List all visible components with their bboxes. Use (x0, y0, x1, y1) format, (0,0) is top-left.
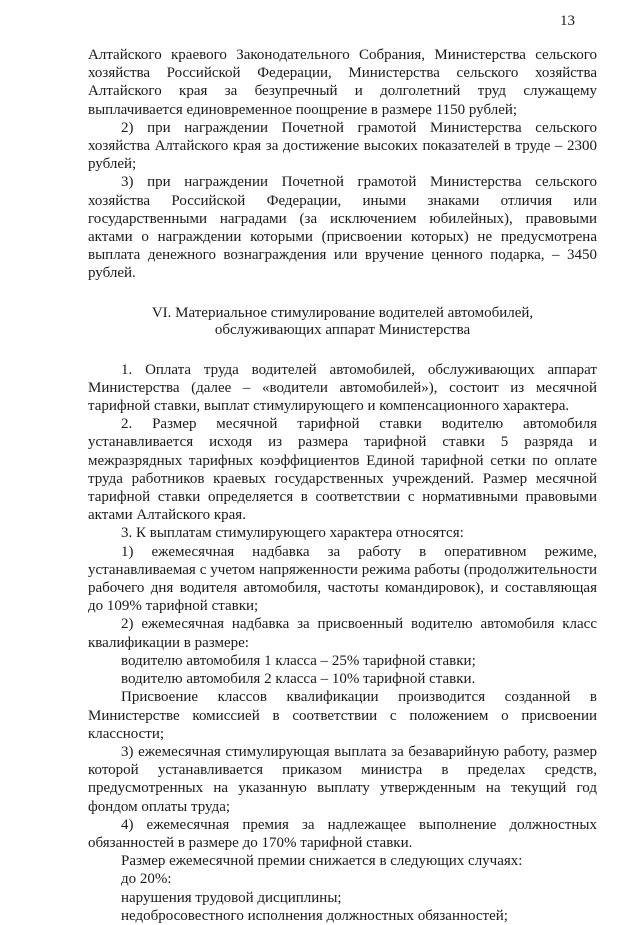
paragraph: водителю автомобиля 2 класса – 10% тарифной ставки. (121, 671, 476, 688)
paragraph: 3. К выплатам стимулирующего характера относятся: (121, 525, 464, 542)
paragraph: 1. Оплата труда водителей автомобилей, обслуживающих аппарат Министерства (далее – «водители автомобилей»), состоит из месячной тарифной ставки, выплат стимулирующего и компенсационного характера. (88, 361, 597, 415)
paragraph: нарушения трудовой дисциплины; (121, 889, 342, 906)
paragraph: 2) при награждении Почетной грамотой Министерства сельского хозяйства Алтайского края за достижение высоких показателей в труде – 2300 рублей; (88, 119, 597, 173)
paragraph: 3) при награждении Почетной грамотой Министерства сельского хозяйства Российской Федерации, иными знаками отличия или государственными наградами (за исключением юбилейных), правовыми актами о награждении которыми (присвоении которых) не предусмотрена выплата денежного вознаграждения или вручение ценного подарка, – 3450 рублей. (88, 174, 597, 282)
document-body (88, 46, 597, 925)
section-heading (88, 305, 597, 339)
paragraph: 1) ежемесячная надбавка за работу в оперативном режиме, устанавливаемая с учетом напряженности режима работы (продолжительности рабочего дня водителя автомобиля, частоты командировок), и составляющая до 109% тарифной ставки; (88, 543, 597, 615)
paragraph: до 20%: (121, 871, 172, 888)
paragraph: Размер ежемесячной премии снижается в следующих случаях: (121, 853, 523, 870)
page-number: 13 (560, 13, 575, 29)
paragraph: недобросовестного исполнения должностных обязанностей; (121, 907, 508, 924)
paragraph: Алтайского краевого Законодательного Собрания, Министерства сельского хозяйства Российской Федерации, Министерства сельского хозяйства Алтайского края за безупречный и долголетний труд служащему выплачивается единовременное поощрение в размере 1150 рублей; (88, 47, 597, 118)
section-heading-line: обслуживающих аппарат Министерства (214, 321, 471, 338)
paragraph: Присвоение классов квалификации производится созданной в Министерстве комиссией в соответствии с положением о присвоении классности; (88, 689, 597, 742)
section-heading-line: VI. Материальное стимулирование водителей автомобилей, (151, 304, 534, 321)
paragraph: 2. Размер месячной тарифной ставки водителю автомобиля устанавливается исходя из размера тарифной ставки 5 разряда и межразрядных тарифных коэффициентов Единой тарифной сетки по оплате труда работников краевых государственных учреждений. Размер месячной тарифной ставки определяется в соответствии с нормативными правовыми актами Алтайского края. (88, 416, 597, 524)
paragraph: 2) ежемесячная надбавка за присвоенный водителю автомобиля класс квалификации в размере: (88, 616, 597, 651)
paragraph: 3) ежемесячная стимулирующая выплата за безаварийную работу, размер которой устанавливается приказом министра в пределах средств, предусмотренных на указанную выплату утвержденным на текущий год фондом оплаты труда; (88, 743, 597, 815)
paragraph: 4) ежемесячная премия за надлежащее выполнение должностных обязанностей в размере до 170% тарифной ставки. (88, 816, 597, 851)
paragraph: водителю автомобиля 1 класса – 25% тарифной ставки; (121, 652, 476, 669)
